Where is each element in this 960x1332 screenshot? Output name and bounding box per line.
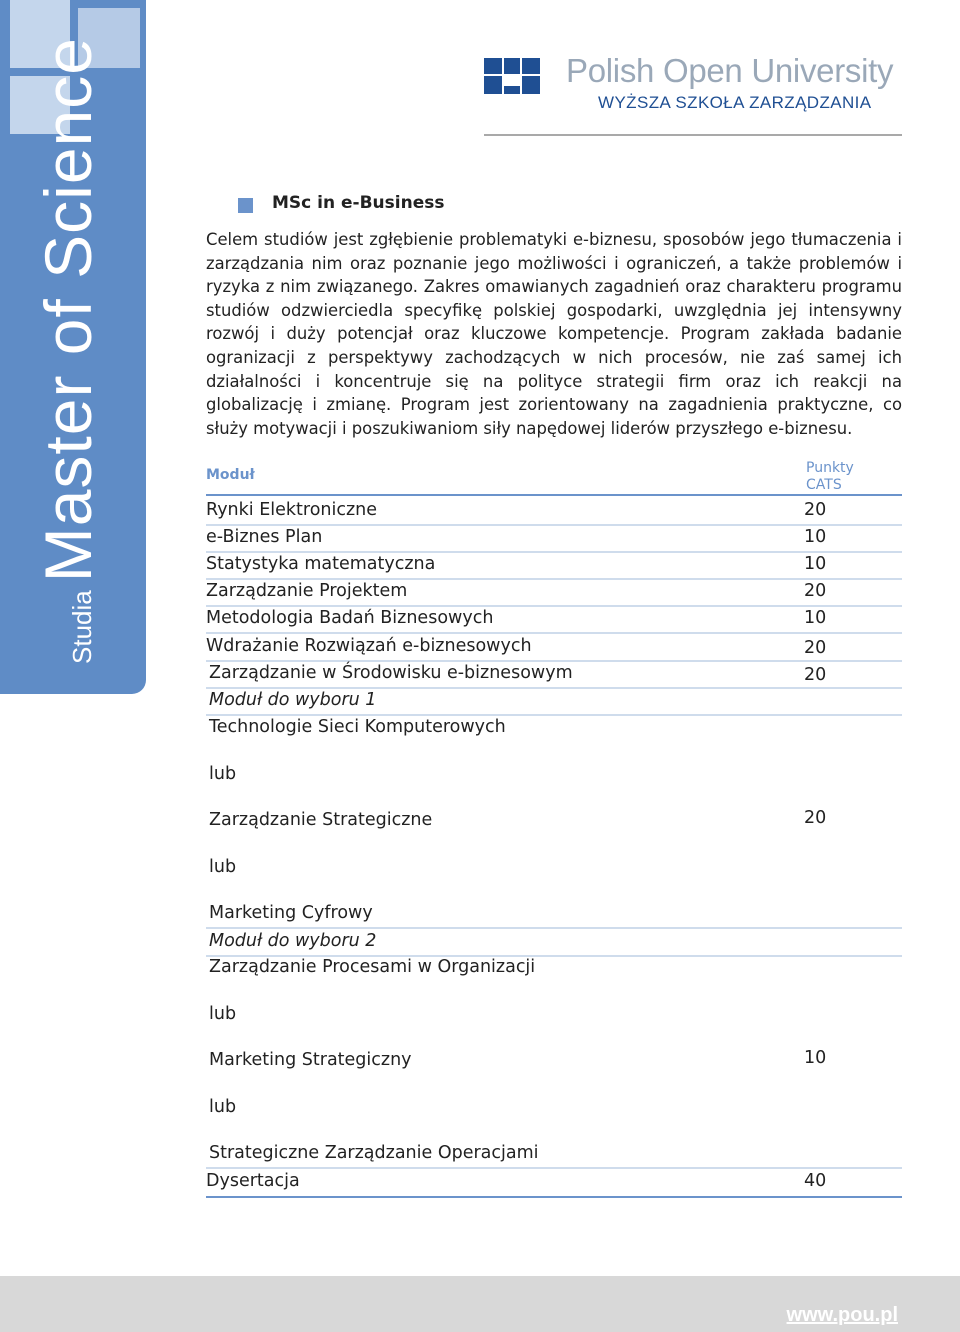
sidebar-banner bbox=[0, 0, 146, 694]
module-name: lub bbox=[209, 857, 237, 877]
module-points: 20 bbox=[804, 500, 827, 520]
table-row bbox=[206, 1097, 902, 1121]
table-row bbox=[206, 957, 902, 981]
column-header-points bbox=[806, 460, 854, 494]
table-row bbox=[206, 810, 902, 834]
module-name: lub bbox=[209, 764, 237, 784]
module-points: 20 bbox=[804, 638, 827, 658]
footer-bar bbox=[0, 1276, 960, 1332]
module-name: Metodologia Badań Biznesowych bbox=[206, 608, 494, 628]
module-name: Wdrażanie Rozwiązań e-biznesowych bbox=[206, 636, 532, 656]
module-points: 20 bbox=[804, 665, 827, 685]
table-row bbox=[206, 690, 902, 716]
module-points: 20 bbox=[804, 808, 827, 828]
module-name: Strategiczne Zarządzanie Operacjami bbox=[209, 1143, 539, 1163]
university-logo-icon bbox=[484, 58, 540, 94]
module-name: Statystyka matematyczna bbox=[206, 554, 436, 574]
column-header-points-line2: CATS bbox=[806, 477, 842, 493]
header-divider bbox=[484, 134, 902, 136]
table-row bbox=[206, 636, 902, 662]
table-row bbox=[206, 1171, 902, 1198]
table-header-divider bbox=[206, 494, 902, 496]
table-row bbox=[206, 554, 902, 580]
table-row bbox=[206, 903, 902, 929]
table-row bbox=[206, 1050, 902, 1074]
section-bullet-icon bbox=[238, 198, 253, 213]
table-row bbox=[206, 764, 902, 788]
section-description: Celem studiów jest zgłębienie problematyki e-biznesu, sposobów jego tłumaczenia i zarządzania nim oraz poznanie jego możliwości i ograniczeń, a także problemów i ryzyka z nim związanego. Zakres omawianych zagadnień oraz charakteru programu studiów odzwierciedla specyfikę polskiej gospodarki, uwzględnia jej intensywny rozwój i duży potencjał oraz kluczowe kompetencje. Program zakłada badanie ogranizacji z perspektywy zachodzących w nich procesów, nie zaś samej ich działalności i koncentruje się na polityce strategii firm oraz ich reakcji na globalizację i zmianę. Program jest zorientowany na zagadnienia praktyczne, co służy motywacji i poszukiwaniom siły napędowej liderów przyszłego e-biznesu. bbox=[206, 230, 902, 438]
table-row bbox=[206, 663, 902, 689]
module-name: Dysertacja bbox=[206, 1171, 300, 1191]
module-points: 10 bbox=[804, 1048, 827, 1068]
module-points: 10 bbox=[804, 554, 827, 574]
table-row bbox=[206, 581, 902, 607]
sidebar-title-large: Master of Science bbox=[31, 37, 105, 583]
module-name: Moduł do wyboru 1 bbox=[209, 690, 377, 710]
footer-website-link[interactable]: www.pou.pl bbox=[786, 1304, 898, 1326]
module-name: lub bbox=[209, 1004, 237, 1024]
table-row bbox=[206, 527, 902, 553]
module-points: 40 bbox=[804, 1171, 827, 1191]
module-points: 10 bbox=[804, 527, 827, 547]
module-name: Technologie Sieci Komputerowych bbox=[209, 717, 506, 737]
module-points: 10 bbox=[804, 608, 827, 628]
module-name: lub bbox=[209, 1097, 237, 1117]
module-name: Zarządzanie Procesami w Organizacji bbox=[209, 957, 536, 977]
module-name: Zarządzanie Strategiczne bbox=[209, 810, 433, 830]
table-row bbox=[206, 931, 902, 957]
module-name: Zarządzanie Projektem bbox=[206, 581, 408, 601]
table-row bbox=[206, 857, 902, 881]
module-name: Marketing Cyfrowy bbox=[209, 903, 373, 923]
sidebar-title bbox=[30, 37, 106, 664]
table-row bbox=[206, 717, 902, 741]
module-name: Zarządzanie w Środowisku e-biznesowym bbox=[209, 663, 573, 683]
table-row bbox=[206, 1143, 902, 1169]
module-name: Rynki Elektroniczne bbox=[206, 500, 378, 520]
section-title: MSc in e-Business bbox=[272, 193, 445, 213]
table-row bbox=[206, 1004, 902, 1028]
university-subtitle: WYŻSZA SZKOŁA ZARZĄDZANIA bbox=[598, 93, 872, 112]
module-name: Marketing Strategiczny bbox=[209, 1050, 412, 1070]
module-points: 20 bbox=[804, 581, 827, 601]
university-name: Polish Open University bbox=[566, 52, 894, 89]
sidebar-title-small: Studia bbox=[67, 590, 97, 664]
column-header-module: Moduł bbox=[206, 467, 255, 483]
column-header-points-line1: Punkty bbox=[806, 460, 854, 476]
module-name: Moduł do wyboru 2 bbox=[209, 931, 377, 951]
module-name: e-Biznes Plan bbox=[206, 527, 323, 547]
table-row bbox=[206, 500, 902, 526]
table-row bbox=[206, 608, 902, 634]
